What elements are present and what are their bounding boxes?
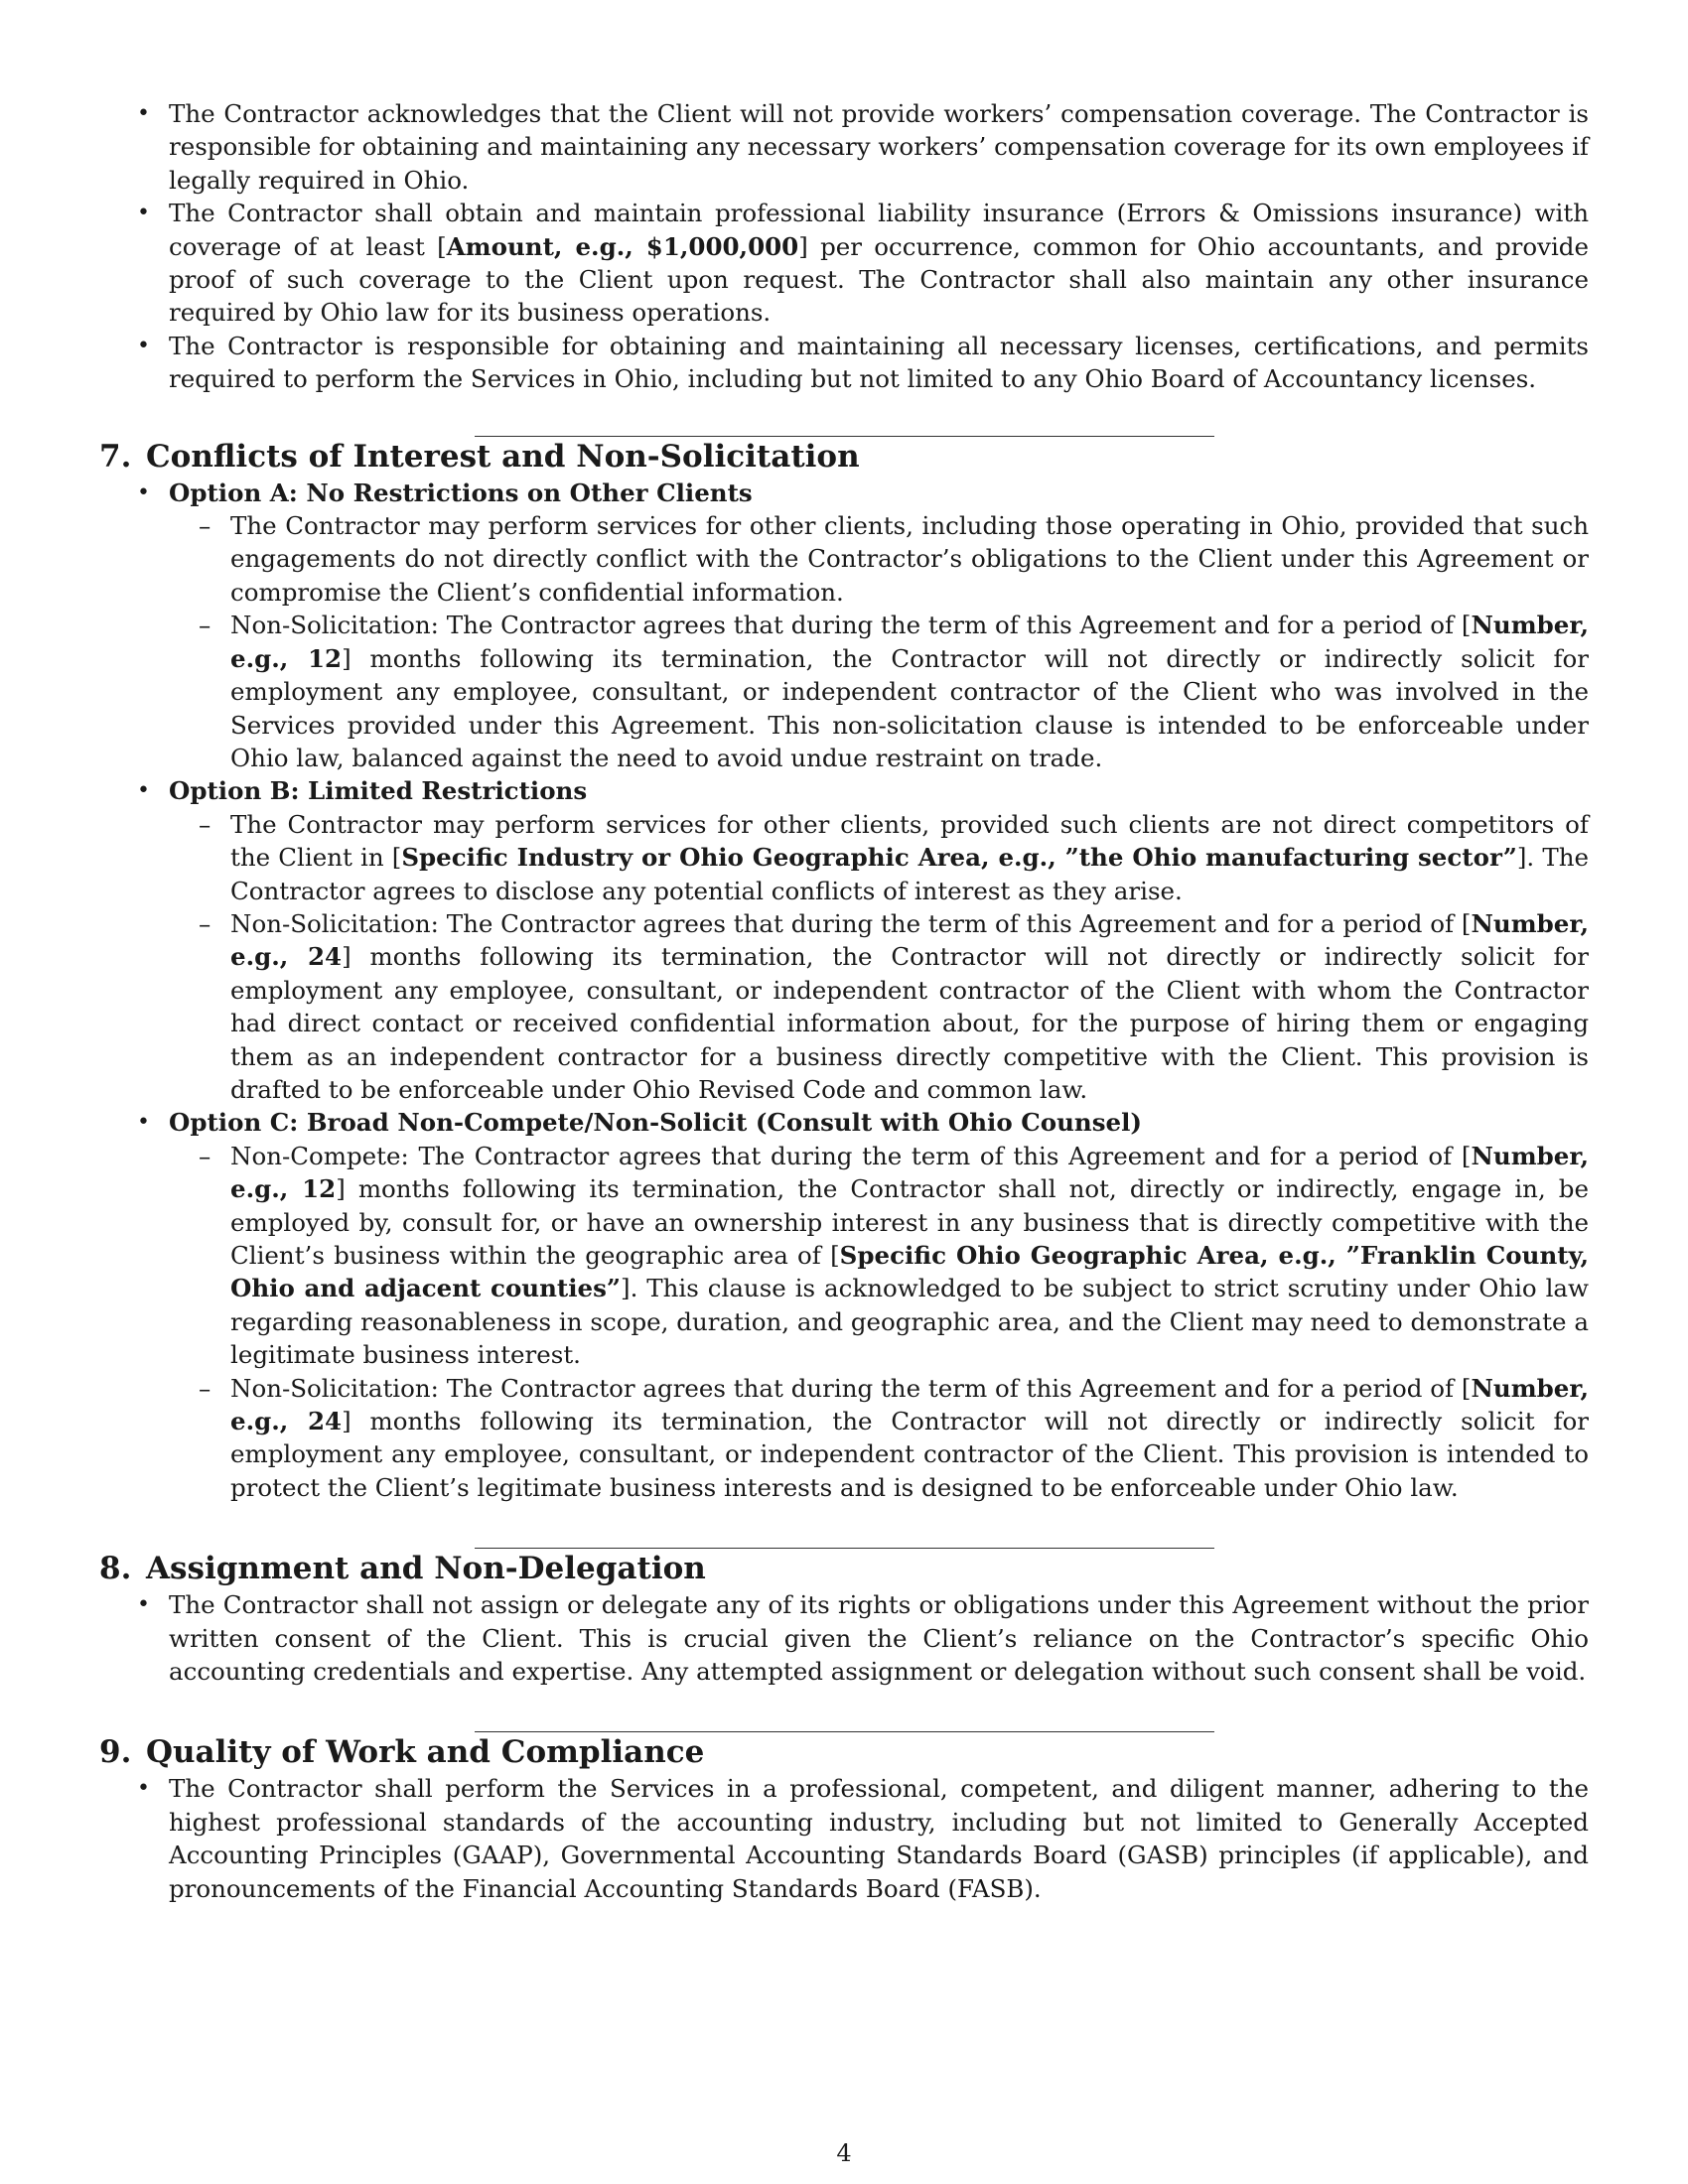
list-item: – Non-Solicitation: The Contractor agrees that during the term of this Agreement and for a period of [Number, e.g., 12] months following its termination, the Contractor will not directly or indirectly solicit for employment any employee, consultant, or independent contractor of the Client who was involved in the Services provided under this Agreement. This non-solicitation clause is intended to be enforceable under Ohio law, balanced against the need to avoid undue restraint on trade. bbox=[169, 609, 1589, 774]
list-item: • The Contractor shall obtain and maintain professional liability insurance (Errors & Omissions insurance) with coverage of at least [Amount, e.g., $1,000,000] per occurrence, common for Ohio accountants, and provide proof of such coverage to the Client upon request. The Contractor shall also maintain any other insurance required by Ohio law for its business operations. bbox=[99, 197, 1589, 330]
list-item: – The Contractor may perform services for other clients, provided such clients are not direct competitors of the Client in [Specific Industry or Ohio Geographic Area, e.g., ”the Ohio manufacturing sector”]. The Contractor agrees to disclose any potential conflicts of interest as they arise. bbox=[169, 808, 1589, 907]
list-item: • The Contractor shall perform the Services in a professional, competent, and diligent manner, adhering to the highest professional standards of the accounting industry, including but not limited to Generally Accepted Accounting Principles (GAAP), Governmental Accounting Standards Board (GASB) principles (if applicable), and pronouncements of the Financial Accounting Standards Board (FASB). bbox=[99, 1772, 1589, 1905]
section-heading-8: 8. Assignment and Non-Delegation bbox=[99, 1551, 706, 1587]
list-item: • The Contractor is responsible for obtaining and maintaining all necessary licenses, certifications, and permits required to perform the Services in Ohio, including but not limited to any Ohio Board of Accountancy licenses. bbox=[99, 330, 1589, 396]
option-b bbox=[99, 774, 1589, 1106]
section-divider bbox=[475, 1548, 1214, 1549]
section-7-options bbox=[99, 477, 1589, 1505]
option-label: Option C: Broad Non-Compete/Non-Solicit (Consult with Ohio Counsel) bbox=[169, 1108, 1142, 1138]
section-divider bbox=[475, 436, 1214, 437]
section-8-bullets bbox=[99, 1588, 1589, 1688]
page-number: 4 bbox=[836, 2139, 852, 2167]
section-heading-7: 7. Conflicts of Interest and Non-Solicitation bbox=[99, 438, 860, 475]
section-heading-9: 9. Quality of Work and Compliance bbox=[99, 1734, 705, 1771]
option-a bbox=[99, 477, 1589, 775]
placeholder-amount: Amount, e.g., $1,000,000 bbox=[446, 231, 799, 261]
list-item: • The Contractor acknowledges that the Client will not provide workers’ compensation coverage. The Contractor is responsible for obtaining and maintaining any necessary workers’ compensation coverage for its own employees if legally required in Ohio. bbox=[99, 97, 1589, 197]
option-label: Option A: No Restrictions on Other Clients bbox=[169, 478, 753, 507]
section-divider bbox=[475, 1731, 1214, 1732]
option-label: Option B: Limited Restrictions bbox=[169, 776, 588, 806]
list-item: • The Contractor shall not assign or delegate any of its rights or obligations under this Agreement without the prior written consent of the Client. This is crucial given the Client’s reliance on the Contractor’s specific Ohio accounting credentials and expertise. Any attempted assignment or delegation without such consent shall be void. bbox=[99, 1588, 1589, 1688]
list-item: – The Contractor may perform services for other clients, including those operating in Ohio, provided that such engagements do not directly conflict with the Contractor’s obligations to the Client under this Agreement or compromise the Client’s confidential information. bbox=[169, 509, 1589, 609]
list-item: – Non-Solicitation: The Contractor agrees that during the term of this Agreement and for a period of [Number, e.g., 24] months following its termination, the Contractor will not directly or indirectly solicit for employment any employee, consultant, or independent contractor of the Client. This provision is intended to protect the Client’s legitimate business interests and is designed to be enforceable under Ohio law. bbox=[169, 1372, 1589, 1505]
section-9-bullets bbox=[99, 1772, 1589, 1905]
list-item: – Non-Compete: The Contractor agrees that during the term of this Agreement and for a period of [Number, e.g., 12] months following its termination, the Contractor shall not, directly or indirectly, engage in, be employed by, consult for, or have an ownership interest in any business that is directly competitive with the Client’s business within the geographic area of [Specific Ohio Geographic Area, e.g., ”Franklin County, Ohio and adjacent counties”]. This clause is acknowledged to be subject to strict scrutiny under Ohio law regarding reasonableness in scope, duration, and geographic area, and the Client may need to demonstrate a legitimate business interest. bbox=[169, 1140, 1589, 1372]
option-c bbox=[99, 1106, 1589, 1504]
insurance-bullets bbox=[99, 97, 1589, 396]
list-item: – Non-Solicitation: The Contractor agrees that during the term of this Agreement and for a period of [Number, e.g., 24] months following its termination, the Contractor will not directly or indirectly solicit for employment any employee, consultant, or independent contractor of the Client with whom the Contractor had direct contact or received confidential information about, for the purpose of hiring them or engaging them as an independent contractor for a business directly competitive with the Client. This provision is drafted to be enforceable under Ohio Revised Code and common law. bbox=[169, 907, 1589, 1106]
document-page bbox=[99, 97, 1589, 1905]
